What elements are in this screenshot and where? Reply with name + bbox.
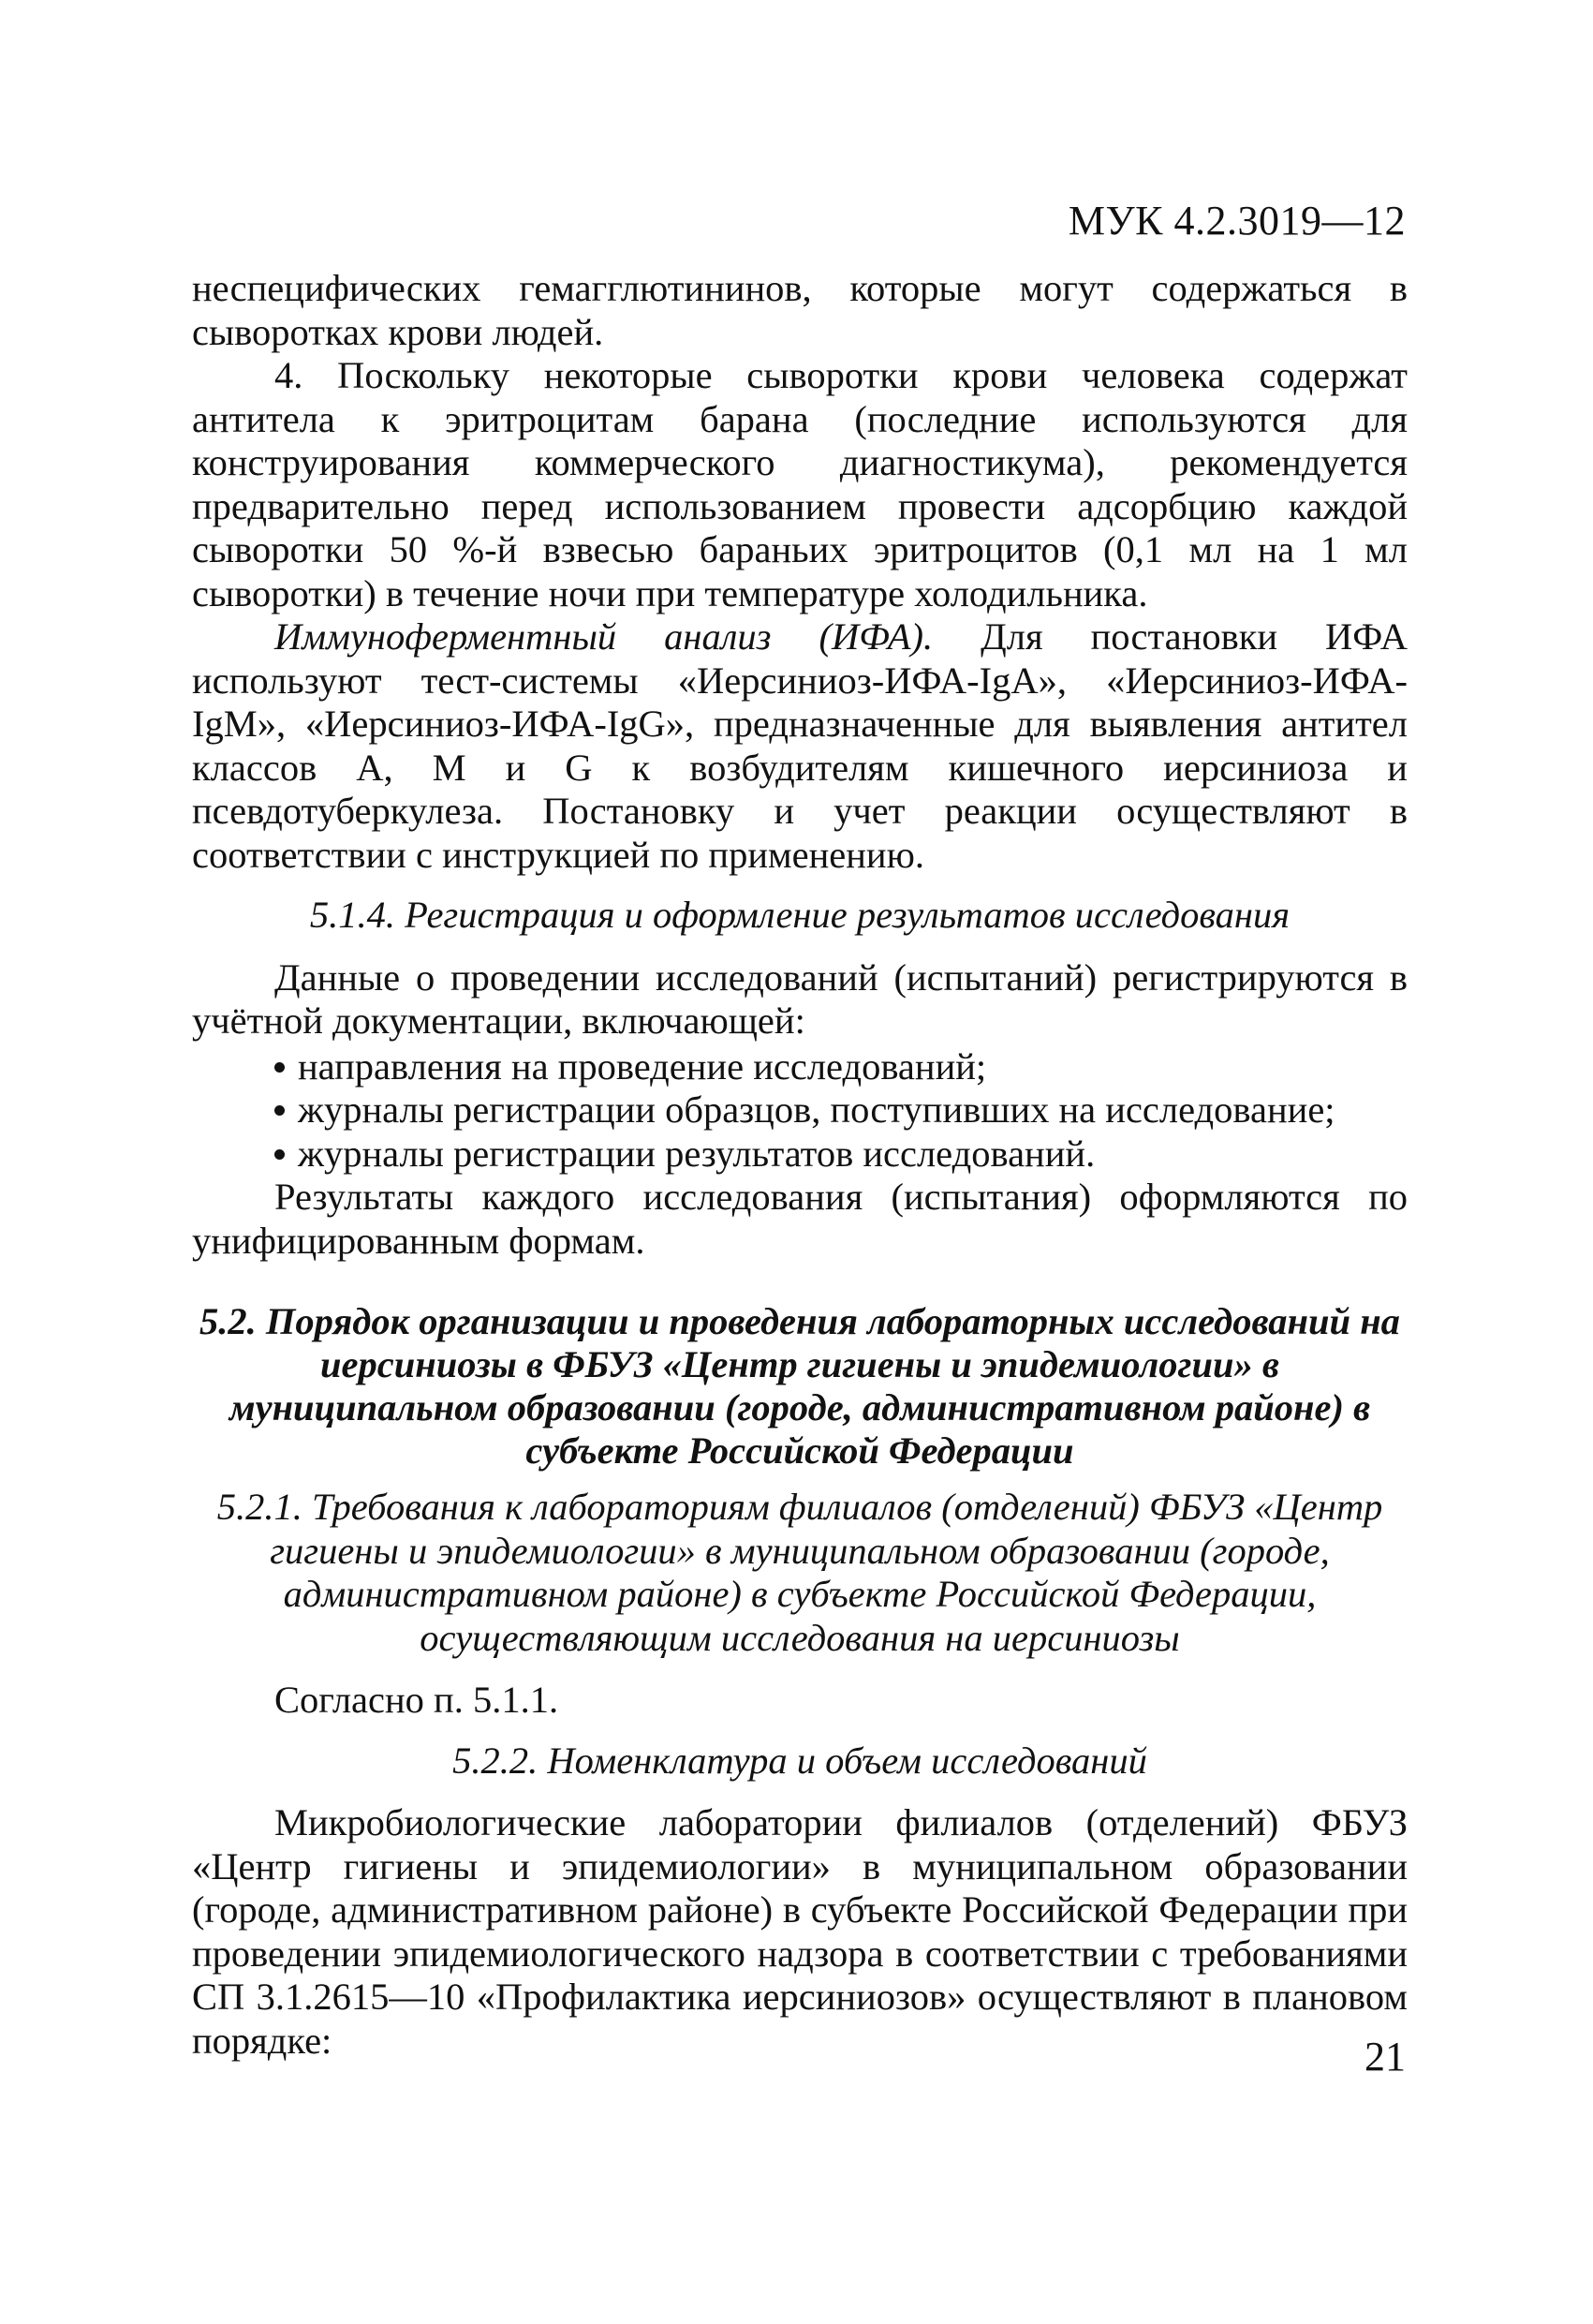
heading-5-2: 5.2. Порядок организации и проведения лабораторных исследований на иерсиниозы в ФБУЗ «Центр гигиены и эпидемиологии» в муниципальном образовании (городе, административном районе) в субъекте Российской Федерации	[199, 1300, 1400, 1472]
bullet-icon	[274, 1062, 285, 1073]
document-code-header: МУК 4.2.3019—12	[1068, 198, 1406, 244]
paragraph-registration: Данные о проведении исследований (испытаний) регистрируются в учётной документации, включающей:	[192, 955, 1408, 1042]
ifa-term: Иммуноферментный анализ (ИФА).	[274, 615, 934, 658]
list-item: направления на проведение исследований;	[274, 1045, 1408, 1089]
list-item: журналы регистрации образцов, поступивших на исследование;	[274, 1088, 1408, 1132]
heading-5-1-4: 5.1.4. Регистрация и оформление результатов исследования	[309, 894, 1291, 936]
page-number: 21	[1364, 2034, 1406, 2080]
page-body	[192, 267, 1408, 2063]
paragraph-ifa	[192, 615, 1408, 877]
heading-5-2-1: 5.2.1. Требования к лабораториям филиалов (отделений) ФБУЗ «Центр гигиены и эпидемиологии» в муниципальном образовании (городе, административном районе) в субъекте Российской Федерации, осуществляющим исследования на иерсиниозы	[216, 1486, 1383, 1659]
bullet-icon	[274, 1105, 285, 1116]
list-item: журналы регистрации результатов исследований.	[274, 1132, 1408, 1177]
heading-5-2-2: 5.2.2. Номенклатура и объем исследований	[452, 1739, 1147, 1782]
ifa-description: Для постановки ИФА используют тест-системы «Иерсиниоз-ИФА-IgA», «Иерсиниоз-ИФА-IgM», «Иерсиниоз-ИФА-IgG», предназначенные для выявления антител классов A, M и G к возбудителям кишечного иерсиниоза и псевдотуберкулеза. Постановку и учет реакции осуществляют в соответствии с инструкцией по применению.	[192, 615, 1408, 876]
paragraph-according: Согласно п. 5.1.1.	[274, 1679, 559, 1721]
bullet-icon	[274, 1149, 285, 1160]
documentation-list	[192, 1045, 1408, 1177]
paragraph-continuation: неспецифических гемагглютининов, которые могут содержаться в сыворотках крови людей.	[192, 267, 1408, 353]
paragraph-results: Результаты каждого исследования (испытания) оформляются по унифицированным формам.	[192, 1176, 1408, 1262]
paragraph-labs: Микробиологические лаборатории филиалов (отделений) ФБУЗ «Центр гигиены и эпидемиологии» в муниципальном образовании (городе, административном районе) в субъекте Российской Федерации при проведении эпидемиологического надзора в соответствии с требованиями СП 3.1.2615—10 «Профилактика иерсиниозов» осуществляют в плановом порядке:	[192, 1801, 1408, 2062]
paragraph-item-4: 4. Поскольку некоторые сыворотки крови человека содержат антитела к эритроцитам барана (последние используются для конструирования коммерческого диагностикума), рекомендуется предварительно перед использованием провести адсорбцию каждой сыворотки 50 %-й взвесью бараньих эритроцитов (0,1 мл на 1 мл сыворотки) в течение ночи при температуре холодильника.	[192, 354, 1408, 614]
